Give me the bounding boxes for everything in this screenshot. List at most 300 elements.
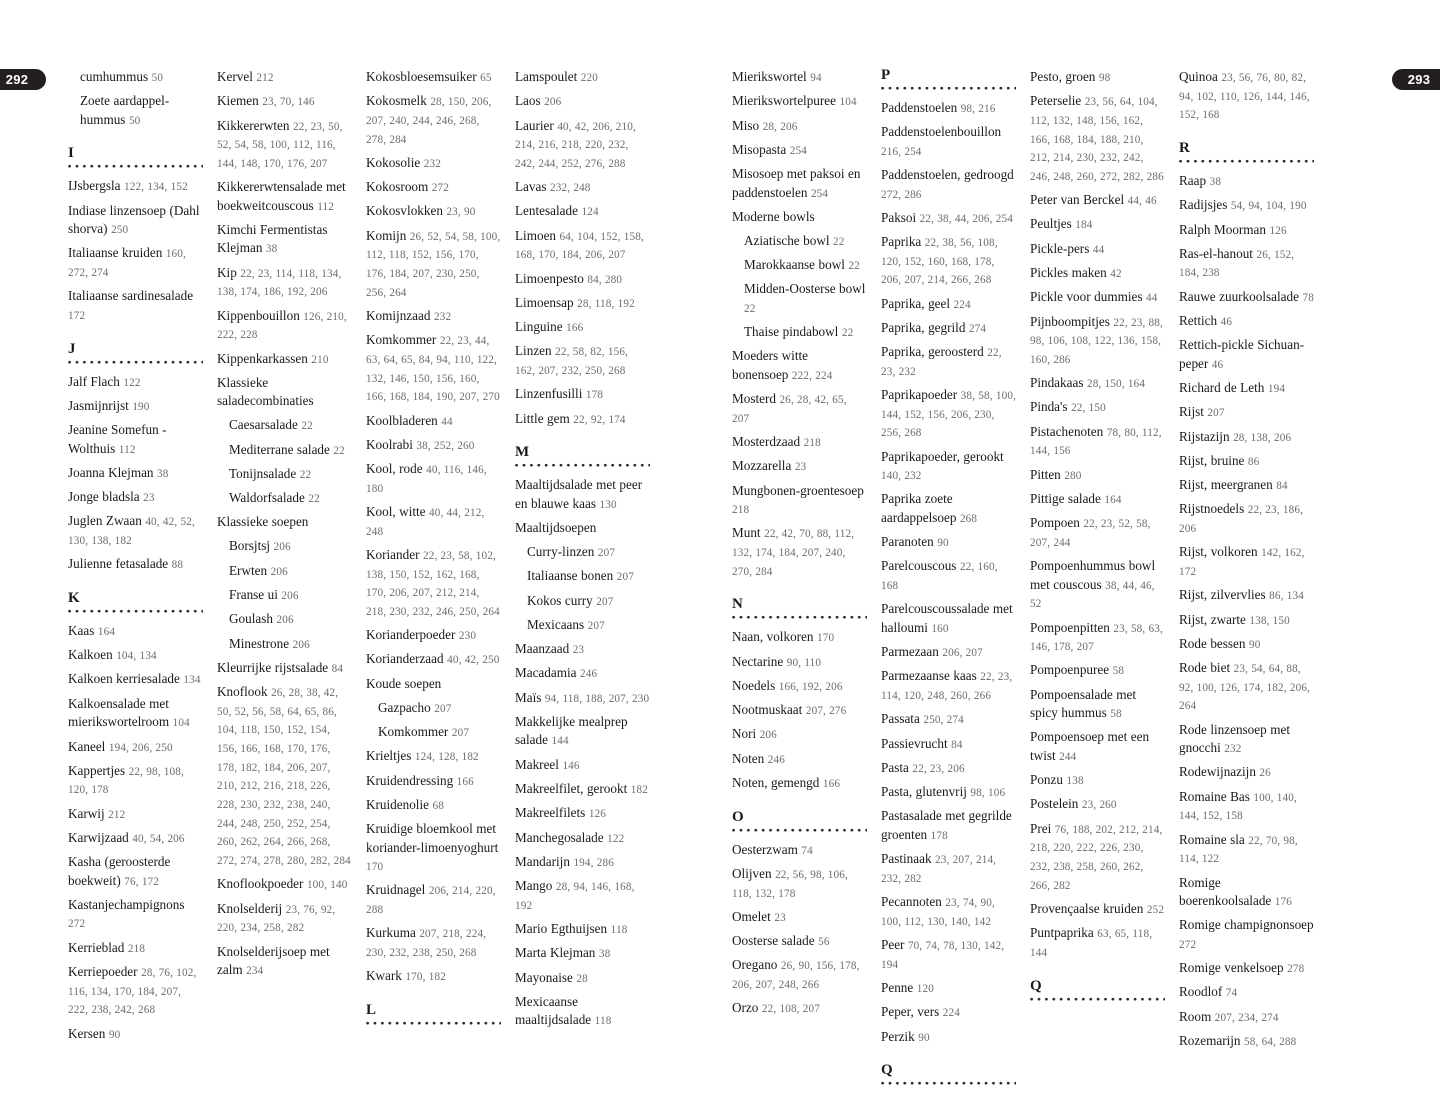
index-entry[interactable]	[68, 853, 203, 890]
index-entry[interactable]	[217, 178, 352, 215]
index-entry[interactable]	[1179, 916, 1314, 953]
index-entry[interactable]	[1030, 900, 1165, 919]
entry-page-numbers: 22, 23, 52, 58, 207, 244	[1030, 518, 1151, 549]
index-entry[interactable]	[732, 908, 867, 927]
index-entry[interactable]	[366, 924, 501, 961]
index-entry[interactable]	[515, 294, 650, 313]
index-entry[interactable]	[68, 488, 203, 507]
entry-term: Oesterzwam	[732, 841, 798, 857]
index-entry[interactable]	[732, 653, 867, 672]
entry-term: Jasmijnrijst	[68, 397, 129, 413]
index-entry[interactable]	[515, 756, 650, 775]
entry-page-numbers: 194	[1267, 383, 1286, 396]
index-entry[interactable]	[366, 307, 501, 326]
index-entry[interactable]	[732, 999, 867, 1018]
index-entry[interactable]	[515, 853, 650, 872]
index-entry[interactable]	[881, 343, 1016, 380]
index-entry[interactable]	[217, 683, 352, 870]
index-entry[interactable]	[1030, 423, 1165, 460]
index-entry[interactable]	[1179, 874, 1314, 911]
index-entry[interactable]	[1179, 788, 1314, 825]
index-entry[interactable]	[515, 944, 650, 963]
entry-page-numbers: 207	[434, 702, 452, 715]
index-entry[interactable]	[732, 628, 867, 647]
entry-page-numbers: 218	[803, 437, 821, 450]
entry-page-numbers: 210	[311, 353, 329, 366]
index-entry[interactable]	[732, 774, 867, 793]
index-entry[interactable]	[515, 877, 650, 914]
index-entry[interactable]	[732, 524, 867, 580]
index-entry[interactable]	[68, 695, 203, 732]
index-entry[interactable]	[366, 675, 501, 693]
entry-page-numbers: 88	[171, 559, 184, 572]
index-entry[interactable]	[881, 490, 1016, 527]
entry-page-numbers: 112	[317, 200, 335, 213]
entry-page-numbers: 44	[1145, 292, 1158, 305]
index-entry[interactable]	[366, 967, 501, 986]
index-entry[interactable]	[366, 820, 501, 876]
index-entry[interactable]	[1030, 68, 1165, 87]
entry-page-numbers: 78, 80, 112, 144, 156	[1030, 426, 1162, 458]
index-entry[interactable]	[1179, 336, 1314, 373]
index-entry[interactable]	[515, 318, 650, 337]
entry-page-numbers: 206	[292, 638, 310, 651]
entry-term: Kasha (geroosterde boekweit)	[68, 854, 171, 888]
entry-page-numbers: 22, 23, 114, 120, 248, 260, 266	[881, 671, 1013, 703]
entry-page-numbers: 244	[1059, 750, 1077, 763]
index-sub-entry[interactable]	[217, 562, 352, 581]
index-entry[interactable]	[1030, 820, 1165, 895]
index-sub-entry[interactable]	[515, 592, 650, 611]
index-entry[interactable]	[515, 202, 650, 221]
index-entry[interactable]	[217, 307, 352, 344]
entry-term: Pesto, groen	[1030, 69, 1096, 84]
index-entry[interactable]	[881, 123, 1016, 160]
entry-term: Paprika	[881, 234, 922, 250]
index-entry[interactable]	[1030, 514, 1165, 551]
index-entry[interactable]	[1030, 728, 1165, 765]
entry-page-numbers: 274	[968, 322, 987, 335]
index-entry[interactable]	[515, 920, 650, 939]
index-entry[interactable]	[515, 519, 650, 537]
index-entry[interactable]	[732, 956, 867, 993]
entry-term: Rettich-pickle Sichuan-peper	[1179, 337, 1305, 371]
index-entry[interactable]	[732, 208, 867, 226]
index-entry[interactable]	[68, 244, 203, 281]
index-entry[interactable]	[366, 202, 501, 221]
index-entry[interactable]	[881, 233, 1016, 289]
index-entry[interactable]	[515, 270, 650, 289]
index-entry[interactable]	[68, 1025, 203, 1044]
entry-term: Miso	[732, 117, 760, 133]
index-entry[interactable]	[732, 141, 867, 160]
entry-term: Mexicaans	[527, 616, 585, 632]
index-entry[interactable]	[1030, 240, 1165, 259]
index-sub-entry[interactable]	[366, 699, 501, 718]
entry-page-numbers: 246	[767, 753, 785, 766]
index-entry[interactable]	[732, 165, 867, 202]
index-sub-entry[interactable]	[515, 567, 650, 586]
index-sub-entry[interactable]	[217, 537, 352, 556]
index-entry[interactable]	[217, 68, 352, 87]
index-entry[interactable]	[881, 893, 1016, 930]
index-entry[interactable]	[1179, 312, 1314, 331]
index-entry[interactable]	[68, 464, 203, 483]
index-entry[interactable]	[1179, 983, 1314, 1002]
entry-page-numbers: 272	[431, 182, 450, 195]
index-entry[interactable]	[366, 178, 501, 197]
index-entry[interactable]	[881, 759, 1016, 778]
index-entry[interactable]	[881, 386, 1016, 442]
entry-page-numbers: 164	[1104, 493, 1122, 506]
index-entry[interactable]	[515, 476, 650, 513]
index-entry[interactable]	[366, 546, 501, 621]
index-entry[interactable]	[366, 796, 501, 815]
entry-term: Borsjtsj	[229, 538, 271, 554]
entry-page-numbers: 172	[68, 309, 86, 322]
index-entry[interactable]	[881, 600, 1016, 637]
index-entry[interactable]	[732, 433, 867, 452]
index-entry[interactable]	[1030, 490, 1165, 509]
entry-term: Rijstnoedels	[1179, 501, 1245, 517]
index-entry[interactable]	[366, 227, 501, 302]
entry-page-numbers: 100, 140	[306, 879, 348, 892]
letter-heading-i: I	[68, 145, 75, 162]
index-sub-entry[interactable]	[732, 323, 867, 342]
entry-term: Penne	[881, 980, 914, 995]
index-entry[interactable]	[732, 68, 867, 87]
index-sub-entry[interactable]	[732, 280, 867, 317]
entry-term: Mierikswortel	[732, 69, 807, 84]
index-entry[interactable]	[515, 178, 650, 197]
entry-page-numbers: 38	[157, 467, 169, 480]
index-entry[interactable]	[217, 900, 352, 937]
index-entry[interactable]	[68, 397, 203, 416]
index-entry[interactable]	[68, 762, 203, 799]
index-entry[interactable]	[1179, 500, 1314, 537]
entry-page-numbers: 280	[1064, 469, 1082, 482]
entry-page-numbers: 23, 56, 64, 104, 112, 132, 148, 156, 162, 166, 168, 184, 188, 210, 212, 214, 230, 232, 242, 246, 248, 260, 272, 282, 286	[1030, 96, 1164, 183]
entry-page-numbers: 90	[1249, 638, 1261, 651]
index-sub-entry[interactable]	[217, 635, 352, 654]
index-entry[interactable]	[881, 533, 1016, 552]
index-entry[interactable]	[68, 805, 203, 824]
index-entry[interactable]	[515, 829, 650, 848]
letter-divider	[515, 462, 650, 469]
index-entry[interactable]	[732, 457, 867, 476]
entry-page-numbers: 28, 150, 206, 207, 240, 244, 246, 268, 278, 284	[366, 96, 492, 146]
index-entry[interactable]	[366, 68, 501, 87]
index-entry[interactable]	[881, 295, 1016, 314]
entry-page-numbers: 23, 207, 214, 232, 282	[881, 854, 997, 885]
index-entry[interactable]	[217, 513, 352, 531]
entry-page-numbers: 182	[630, 783, 648, 796]
index-entry[interactable]	[1179, 68, 1314, 124]
index-entry[interactable]	[1030, 686, 1165, 723]
entry-page-numbers: 28, 94, 146, 168, 192	[515, 881, 635, 912]
entry-term: Mario Egthuijsen	[515, 920, 608, 936]
index-entry[interactable]	[366, 881, 501, 918]
index-entry[interactable]	[1030, 215, 1165, 234]
entry-page-numbers: 22	[833, 235, 845, 248]
index-entry[interactable]	[881, 783, 1016, 802]
index-entry[interactable]	[68, 622, 203, 641]
index-entry[interactable]	[366, 331, 501, 406]
index-entry[interactable]	[515, 993, 650, 1030]
index-entry[interactable]	[1030, 924, 1165, 961]
index-entry[interactable]	[1179, 721, 1314, 758]
entry-page-numbers: 23, 76, 92, 220, 234, 258, 282	[217, 903, 336, 935]
index-entry[interactable]	[1179, 635, 1314, 654]
index-entry[interactable]	[68, 829, 203, 848]
index-entry[interactable]	[366, 626, 501, 645]
index-entry[interactable]	[1030, 795, 1165, 814]
index-entry[interactable]	[68, 646, 203, 665]
index-entry[interactable]	[366, 92, 501, 148]
index-sub-entry[interactable]	[217, 465, 352, 484]
entry-page-numbers: 124, 128, 182	[414, 751, 479, 764]
index-entry[interactable]	[1030, 264, 1165, 283]
index-entry[interactable]	[881, 979, 1016, 998]
index-entry[interactable]	[732, 932, 867, 951]
entry-term: Pastasalade met gegrilde groenten	[881, 808, 1012, 842]
index-sub-entry[interactable]	[217, 441, 352, 460]
index-sub-entry[interactable]	[732, 256, 867, 275]
index-entry[interactable]	[881, 936, 1016, 973]
index-entry[interactable]	[515, 713, 650, 750]
index-entry[interactable]	[1030, 557, 1165, 613]
entry-page-numbers: 26, 52, 54, 58, 100, 112, 118, 152, 156, 170, 176, 184, 207, 230, 250, 256, 264	[366, 230, 501, 299]
index-entry[interactable]	[366, 460, 501, 497]
entry-term: Pompoenhummus bowl met couscous	[1030, 558, 1156, 592]
index-entry[interactable]	[68, 287, 203, 324]
index-entry[interactable]	[1179, 1008, 1314, 1027]
letter-heading-j: J	[68, 340, 76, 357]
entry-term: Julienne fetasalade	[68, 556, 169, 572]
index-entry[interactable]	[68, 421, 203, 458]
index-sub-entry[interactable]	[68, 68, 203, 87]
index-entry[interactable]	[881, 667, 1016, 704]
index-entry[interactable]	[515, 227, 650, 264]
index-entry[interactable]	[515, 68, 650, 87]
index-entry[interactable]	[881, 1003, 1016, 1022]
index-entry[interactable]	[68, 202, 203, 239]
index-entry[interactable]	[217, 221, 352, 258]
index-entry[interactable]	[68, 512, 203, 549]
index-entry[interactable]	[1179, 379, 1314, 398]
index-sub-entry[interactable]	[217, 610, 352, 629]
index-entry[interactable]	[1179, 221, 1314, 240]
entry-term: Paprika, geroosterd	[881, 344, 984, 360]
index-sub-entry[interactable]	[732, 232, 867, 251]
index-entry[interactable]	[1179, 403, 1314, 422]
index-entry[interactable]	[217, 374, 352, 411]
index-entry[interactable]	[732, 865, 867, 902]
index-entry[interactable]	[515, 640, 650, 659]
index-entry[interactable]	[1179, 245, 1314, 282]
index-entry[interactable]	[1030, 466, 1165, 485]
entry-term: Caesarsalade	[229, 417, 298, 433]
index-entry[interactable]	[732, 725, 867, 744]
index-entry[interactable]	[515, 117, 650, 173]
index-entry[interactable]	[515, 664, 650, 683]
entry-term: Peter van Berckel	[1030, 192, 1125, 208]
index-entry[interactable]	[68, 373, 203, 392]
letter-heading-q: Q	[1030, 977, 1042, 994]
entry-page-numbers: 28, 206	[762, 120, 798, 133]
index-entry[interactable]	[881, 807, 1016, 844]
index-entry[interactable]	[1179, 1032, 1314, 1051]
index-entry[interactable]	[515, 689, 650, 708]
index-entry[interactable]	[1030, 191, 1165, 210]
index-entry[interactable]	[515, 385, 650, 404]
index-entry[interactable]	[1179, 476, 1314, 495]
index-entry[interactable]	[366, 650, 501, 669]
entry-page-numbers: 22	[841, 327, 854, 340]
index-entry[interactable]	[1179, 659, 1314, 715]
index-entry[interactable]	[732, 347, 867, 384]
index-entry[interactable]	[881, 209, 1016, 228]
index-entry[interactable]	[881, 448, 1016, 485]
entry-term: Paddenstoelenbouillon	[881, 124, 1002, 140]
index-entry[interactable]	[515, 969, 650, 988]
index-entry[interactable]	[1030, 619, 1165, 656]
index-entry[interactable]	[1179, 831, 1314, 868]
entry-term: Gazpacho	[378, 699, 431, 715]
entry-term: Maanzaad	[515, 641, 570, 657]
index-entry[interactable]	[881, 643, 1016, 662]
index-entry[interactable]	[68, 963, 203, 1019]
entry-page-numbers: 224	[953, 298, 971, 311]
index-entry[interactable]	[1179, 763, 1314, 782]
index-entry[interactable]	[1179, 543, 1314, 580]
index-entry[interactable]	[217, 264, 352, 301]
entry-term: Naan, volkoren	[732, 629, 814, 645]
index-entry[interactable]	[366, 436, 501, 455]
index-entry[interactable]	[881, 319, 1016, 338]
index-entry[interactable]	[1030, 92, 1165, 185]
entry-term: Linzen	[515, 343, 552, 359]
index-entry[interactable]	[1179, 288, 1314, 307]
entry-page-numbers: 232	[423, 157, 441, 170]
index-entry[interactable]	[217, 943, 352, 980]
entry-page-numbers: 104	[172, 717, 190, 730]
entry-page-numbers: 98, 106	[970, 787, 1006, 800]
index-sub-entry[interactable]	[366, 723, 501, 742]
entry-term: Olijven	[732, 865, 772, 881]
index-entry[interactable]	[515, 780, 650, 799]
index-entry[interactable]	[366, 412, 501, 431]
entry-term: Paddenstoelen	[881, 100, 958, 115]
index-sub-entry[interactable]	[217, 586, 352, 605]
index-entry[interactable]	[515, 92, 650, 111]
entry-page-numbers: 84	[331, 662, 344, 675]
index-entry[interactable]	[68, 177, 203, 196]
index-entry[interactable]	[1179, 172, 1314, 191]
entry-page-numbers: 23, 56, 76, 80, 82, 94, 102, 110, 126, 144, 146, 152, 168	[1179, 72, 1310, 122]
entry-term: Kiemen	[217, 93, 259, 109]
index-entry[interactable]	[366, 747, 501, 766]
index-entry[interactable]	[68, 738, 203, 757]
index-entry[interactable]	[1179, 959, 1314, 978]
entry-term: Kokosolie	[366, 154, 421, 170]
entry-page-numbers: 78	[1302, 291, 1314, 304]
index-entry[interactable]	[68, 939, 203, 958]
entry-page-numbers: 178	[930, 829, 948, 842]
index-sub-entry[interactable]	[515, 616, 650, 635]
entry-page-numbers: 216, 254	[881, 145, 922, 158]
index-entry[interactable]	[68, 555, 203, 574]
index-entry[interactable]	[881, 99, 1016, 118]
index-sub-entry[interactable]	[68, 92, 203, 129]
index-entry[interactable]	[1179, 611, 1314, 630]
index-entry[interactable]	[1030, 771, 1165, 790]
index-entry[interactable]	[732, 117, 867, 136]
index-entry[interactable]	[515, 410, 650, 429]
index-entry[interactable]	[1179, 196, 1314, 215]
entry-term: Nectarine	[732, 653, 784, 669]
index-entry[interactable]	[1179, 586, 1314, 605]
index-entry[interactable]	[881, 735, 1016, 754]
index-entry[interactable]	[881, 557, 1016, 594]
index-entry[interactable]	[732, 482, 867, 519]
index-entry[interactable]	[732, 841, 867, 860]
index-entry[interactable]	[1030, 313, 1165, 369]
index-entry[interactable]	[732, 92, 867, 111]
entry-term: Pickles maken	[1030, 265, 1107, 281]
index-entry[interactable]	[1030, 661, 1165, 680]
index-entry[interactable]	[366, 503, 501, 540]
entry-page-numbers: 206	[270, 565, 288, 578]
index-entry[interactable]	[366, 772, 501, 791]
entry-term: Pijnboompitjes	[1030, 313, 1110, 329]
index-entry[interactable]	[732, 750, 867, 769]
index-entry[interactable]	[1030, 288, 1165, 307]
index-entry[interactable]	[881, 710, 1016, 729]
index-entry[interactable]	[515, 804, 650, 823]
index-entry[interactable]	[1179, 452, 1314, 471]
index-entry[interactable]	[881, 166, 1016, 203]
index-entry[interactable]	[1030, 374, 1165, 393]
index-entry[interactable]	[1030, 398, 1165, 417]
index-entry[interactable]	[366, 154, 501, 173]
index-entry[interactable]	[732, 701, 867, 720]
index-entry[interactable]	[68, 670, 203, 689]
column-8	[1179, 68, 1314, 1056]
index-entry[interactable]	[217, 875, 352, 894]
index-sub-entry[interactable]	[217, 489, 352, 508]
index-entry[interactable]	[732, 677, 867, 696]
index-entry[interactable]	[217, 92, 352, 111]
entry-term: Kwark	[366, 968, 402, 984]
index-entry[interactable]	[68, 896, 203, 933]
index-entry[interactable]	[881, 850, 1016, 887]
index-entry[interactable]	[217, 350, 352, 369]
index-entry[interactable]	[217, 659, 352, 678]
entry-page-numbers: 40, 42, 250	[447, 654, 500, 667]
index-entry[interactable]	[217, 117, 352, 173]
index-entry[interactable]	[1179, 428, 1314, 447]
index-entry[interactable]	[732, 390, 867, 427]
index-entry[interactable]	[881, 1028, 1016, 1047]
entry-term: Parmezaanse kaas	[881, 668, 977, 684]
index-sub-entry[interactable]	[515, 543, 650, 562]
index-sub-entry[interactable]	[217, 416, 352, 435]
entry-term: Rozemarijn	[1179, 1032, 1241, 1048]
entry-page-numbers: 207	[616, 571, 634, 584]
index-entry[interactable]	[515, 342, 650, 379]
entry-term: Kruidendressing	[366, 772, 454, 788]
